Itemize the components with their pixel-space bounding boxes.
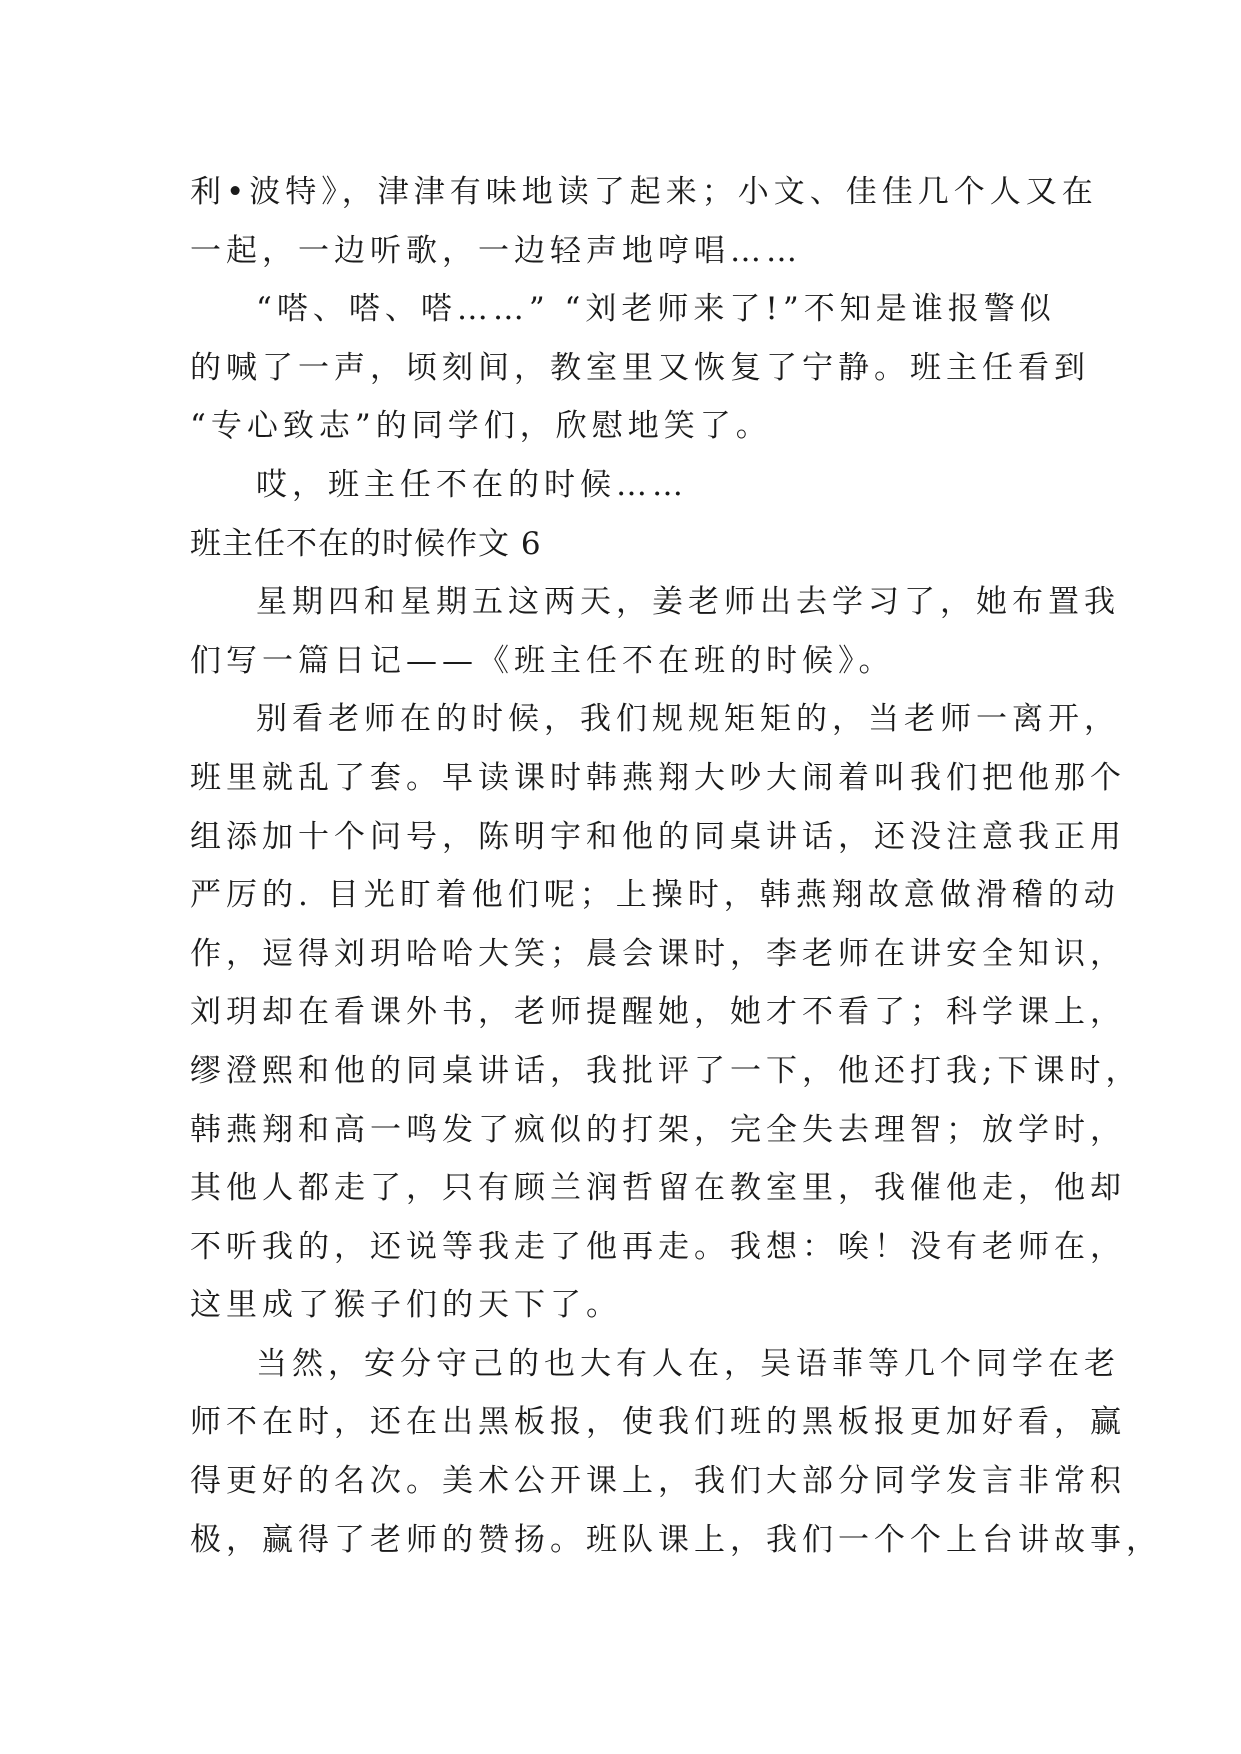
text-line: 利•波特》，津津有味地读了起来；小文、佳佳几个人又在 — [190, 174, 1098, 210]
text-line: 不听我的，还说等我走了他再走。我想：唉！没有老师在， — [190, 1228, 1126, 1265]
text-line: 严厉的. 目光盯着他们呢；上操时，韩燕翔故意做滑稽的动 — [190, 877, 1120, 914]
text-line: 作，逗得刘玥哈哈大笑；晨会课时，李老师在讲安全知识， — [190, 935, 1126, 972]
text-line: 哎，班主任不在的时候…… — [256, 466, 688, 503]
document-body — [190, 163, 1162, 1569]
text-line: “嗒、嗒、嗒……” “刘老师来了!”不知是谁报警似 — [256, 291, 1056, 328]
text-line: 星期四和星期五这两天，姜老师出去学习了，她布置我 — [256, 584, 1120, 621]
text-line: 得更好的名次。美术公开课上，我们大部分同学发言非常积 — [190, 1463, 1126, 1500]
text-line: 当然，安分守己的也大有人在，吴语菲等几个同学在老 — [256, 1345, 1120, 1382]
text-line: 刘玥却在看课外书，老师提醒她，她才不看了；科学课上， — [190, 994, 1126, 1031]
text-line: 一起，一边听歌，一边轻声地哼唱…… — [190, 232, 802, 269]
text-line: 别看老师在的时候，我们规规矩矩的，当老师一离开， — [256, 701, 1120, 738]
text-line: 们写一篇日记——《班主任不在班的时候》。 — [190, 642, 895, 679]
text-line: 班里就乱了套。早读课时韩燕翔大吵大闹着叫我们把他那个 — [190, 759, 1126, 796]
text-line: 其他人都走了，只有顾兰润哲留在教室里，我催他走，他却 — [190, 1170, 1126, 1207]
text-line: 极，赢得了老师的赞扬。班队课上，我们一个个上台讲故事， — [190, 1521, 1162, 1558]
text-line: 师不在时，还在出黑板报，使我们班的黑板报更加好看，赢 — [190, 1404, 1126, 1441]
text-line: “专心致志”的同学们，欣慰地笑了。 — [190, 408, 772, 445]
text-line: 韩燕翔和高一鸣发了疯似的打架，完全失去理智；放学时， — [190, 1111, 1126, 1148]
essay-heading: 班主任不在的时候作文 6 — [190, 525, 542, 562]
text-line: 组添加十个问号，陈明宇和他的同桌讲话，还没注意我正用 — [190, 818, 1126, 855]
text-line: 缪澄熙和他的同桌讲话，我批评了一下，他还打我;下课时， — [190, 1052, 1142, 1089]
text-line: 这里成了猴子们的天下了。 — [190, 1287, 622, 1324]
text-line: 的喊了一声，顷刻间，教室里又恢复了宁静。班主任看到 — [190, 349, 1090, 386]
